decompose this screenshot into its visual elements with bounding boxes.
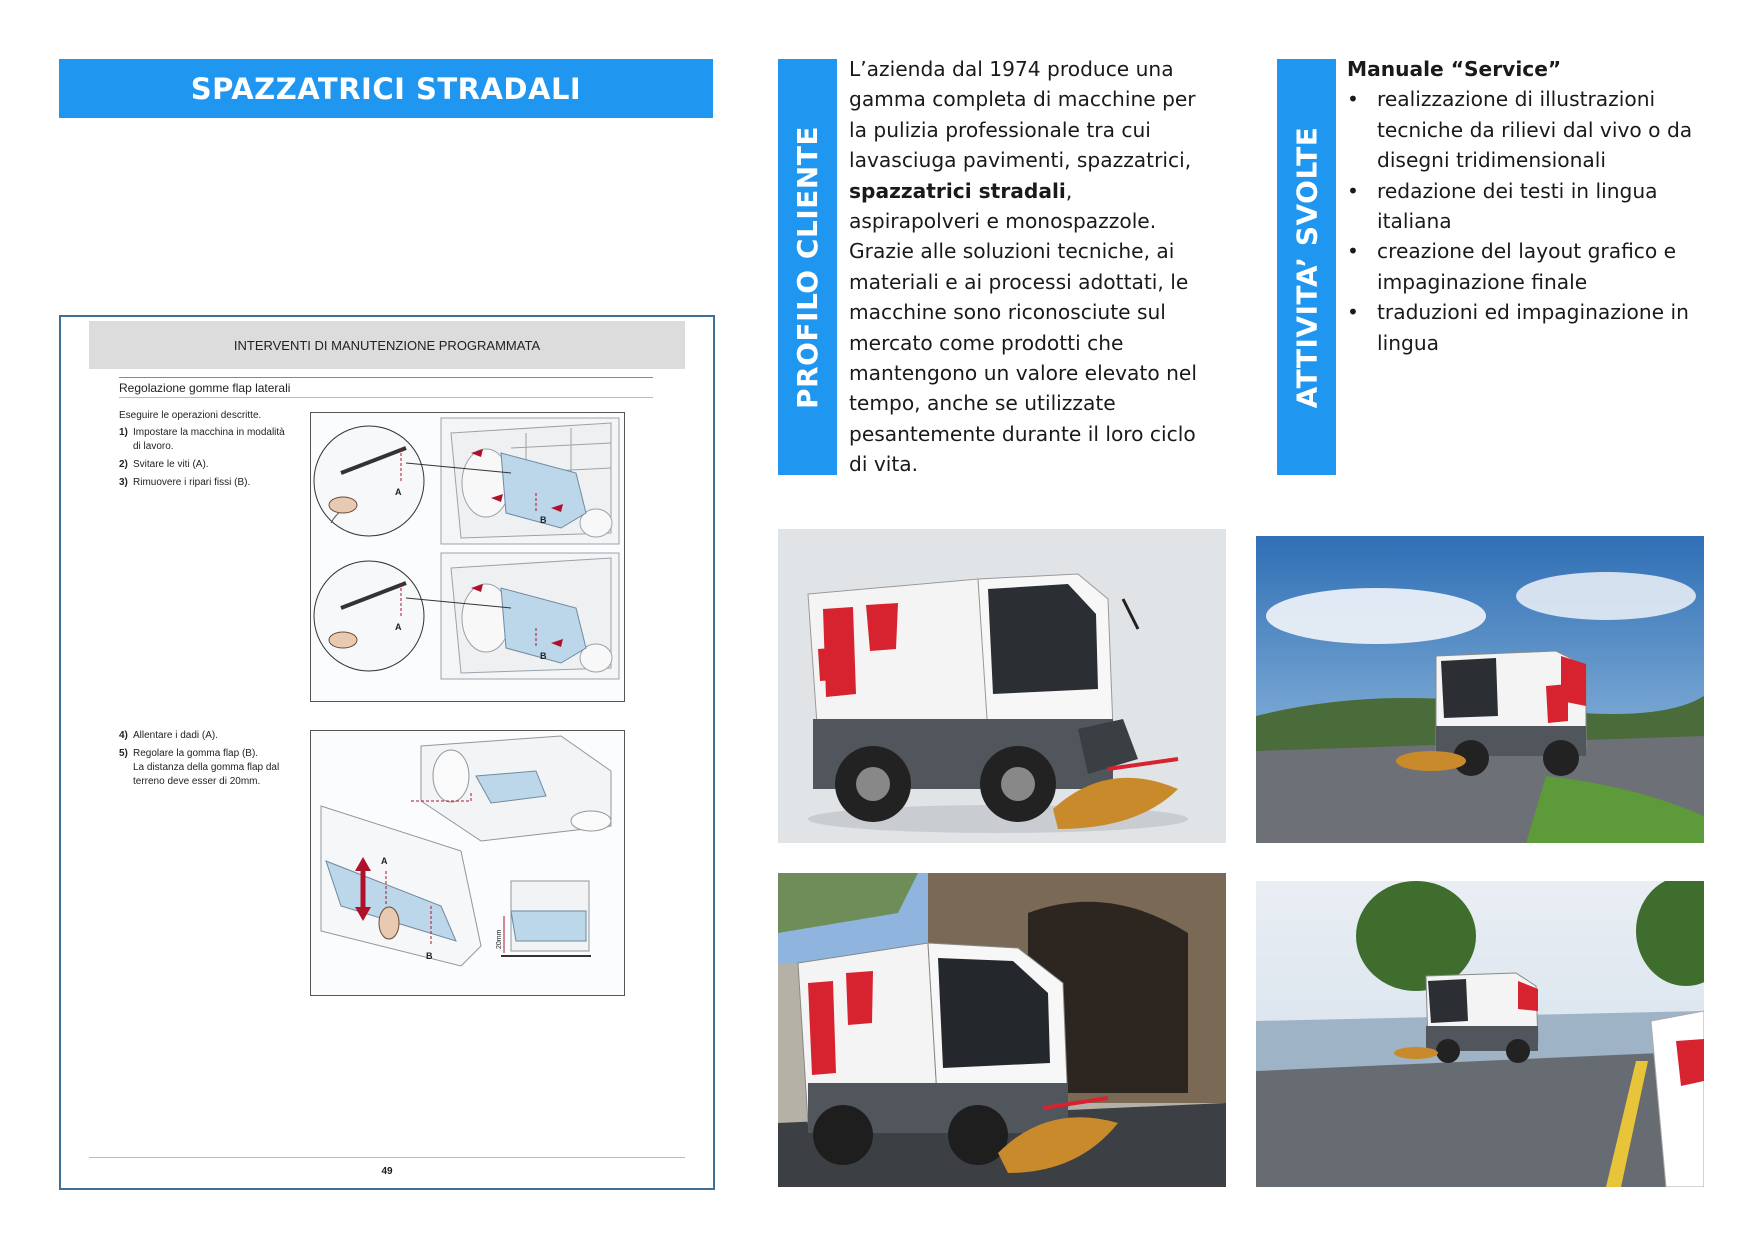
activities-heading: Manuale “Service” [1347,57,1562,81]
list-item: • creazione del layout grafico e impaginazione finale [1347,236,1737,297]
manual-steps-second [119,729,304,789]
label-a: A [395,622,402,632]
technical-illustration-removal [310,412,625,702]
activities-list [1347,54,1737,358]
label-b: B [540,515,547,525]
label-a: A [381,856,388,866]
label-b: B [426,951,433,961]
street-sweeper-image [778,873,1226,1187]
profile-tab [778,59,837,475]
sweeper-photo-highway [1256,881,1704,1187]
manual-steps-first [119,409,294,490]
list-item: • redazione dei testi in lingua italiana [1347,176,1737,237]
list-item: • realizzazione di illustrazioni tecniche da rilievi dal vivo o da disegni tridimensionali [1347,84,1737,175]
divider [119,397,653,398]
manual-header [89,321,685,369]
manual-step: 4) Allentare i dadi (A). [119,730,219,741]
manual-header-text: INTERVENTI DI MANUTENZIONE PROGRAMMATA [233,337,541,353]
profile-description: L’azienda dal 1974 produce una gamma completa di macchine per la pulizia professionale tra cui lavasciuga pavimenti, spazzatrici, spazzatrici stradali, aspirapolveri e monospazzole. Grazie alle soluzioni tecniche, ai materiali e ai processi adottati, le macchine sono riconosciute sul mercato come prodotti che mantengono un valore elevato nel tempo, anche se utilizzate pesantemente durante il loro ciclo di vita. [849,57,1197,477]
activities-tab [1277,59,1336,475]
highlight-text: spazzatrici stradali [849,178,1066,203]
page-number: 49 [381,1166,393,1177]
list-item: • traduzioni ed impaginazione in lingua [1347,297,1737,358]
page-title: SPAZZATRICI STRADALI [190,71,582,106]
technical-illustration-flap-adjustment [310,730,625,996]
manual-intro: Eseguire le operazioni descritte. [119,410,262,421]
street-sweeper-image [778,529,1226,843]
street-sweeper-image [1256,536,1704,843]
manual-subtitle: Regolazione gomme flap laterali [119,381,291,395]
street-sweeper-image [1256,881,1704,1187]
manual-step: 5) Regolare la gomma flap (B). [119,748,259,759]
manual-step: 1) Impostare la macchina in modalità di lavoro. [119,427,285,452]
manual-step: 2) Svitare le viti (A). [119,459,209,470]
sweeper-photo-studio [778,529,1226,843]
manual-step: La distanza della gomma flap dal terreno deve esser di 20mm. [133,762,280,787]
label-b: B [540,651,547,661]
technical-drawing [311,413,624,701]
divider [119,377,653,378]
sweeper-photo-road [1256,536,1704,843]
divider [89,1157,685,1158]
page-title-bar [59,59,713,118]
profile-tab-label: PROFILO CLIENTE [791,125,825,409]
manual-page [59,315,715,1190]
technical-drawing [311,731,624,995]
measure-label: 20mm [496,929,503,949]
activities-tab-label: ATTIVITA’ SVOLTE [1290,126,1323,408]
manual-step: 3) Rimuovere i ripari fissi (B). [119,477,251,488]
label-a: A [395,487,402,497]
sweeper-photo-arch [778,873,1226,1187]
